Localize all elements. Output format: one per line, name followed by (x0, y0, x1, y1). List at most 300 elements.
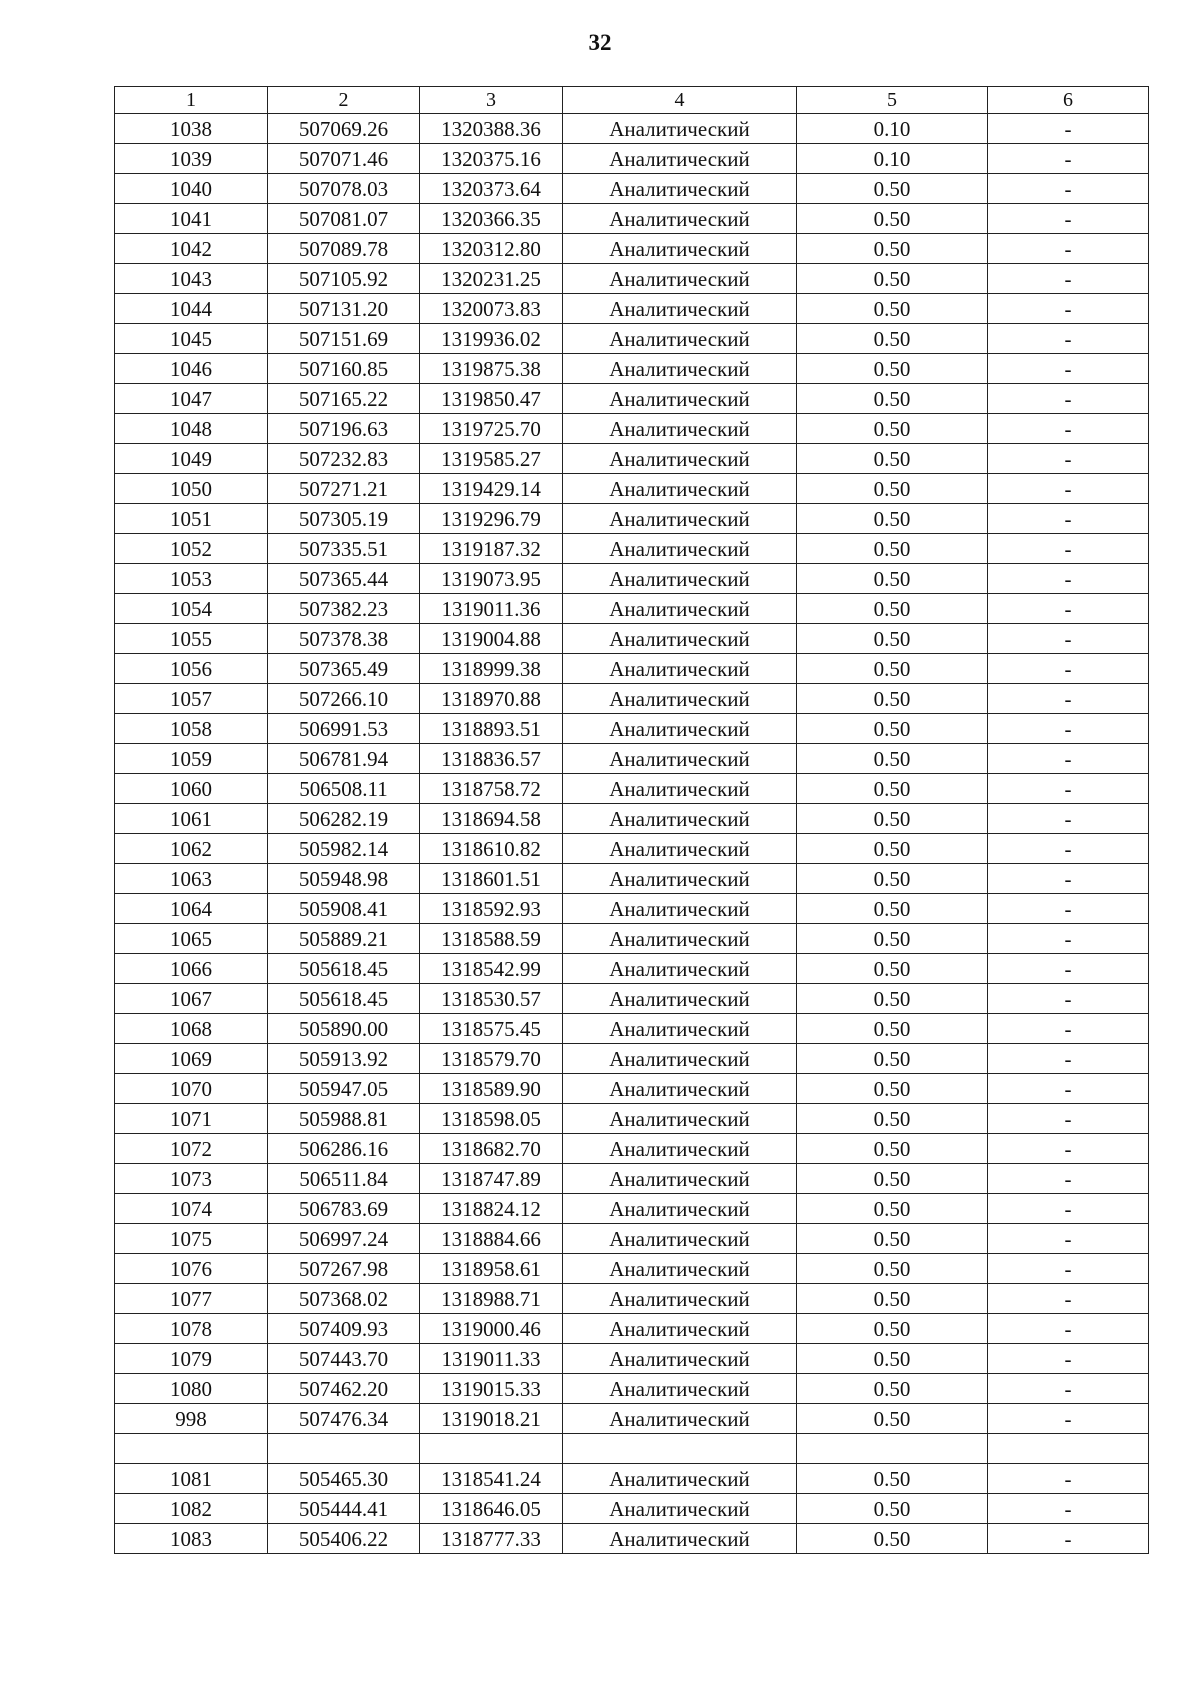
table-row (115, 594, 1149, 624)
point-number-cell: 1047 (115, 384, 268, 414)
accuracy-cell: 0.50 (797, 594, 988, 624)
x-coordinate-cell: 505406.22 (268, 1524, 420, 1554)
note-cell: - (988, 924, 1149, 954)
note-cell: - (988, 834, 1149, 864)
note-cell: - (988, 534, 1149, 564)
x-coordinate-cell: 505908.41 (268, 894, 420, 924)
method-cell: Аналитический (563, 564, 797, 594)
accuracy-cell: 0.50 (797, 804, 988, 834)
note-cell: - (988, 324, 1149, 354)
note-cell: - (988, 684, 1149, 714)
accuracy-cell: 0.50 (797, 984, 988, 1014)
method-cell: Аналитический (563, 414, 797, 444)
x-coordinate-cell: 507365.44 (268, 564, 420, 594)
x-coordinate-cell: 507165.22 (268, 384, 420, 414)
point-number-cell: 1063 (115, 864, 268, 894)
accuracy-cell: 0.50 (797, 924, 988, 954)
note-cell: - (988, 954, 1149, 984)
method-cell: Аналитический (563, 1374, 797, 1404)
y-coordinate-cell: 1320366.35 (420, 204, 563, 234)
note-cell: - (988, 564, 1149, 594)
y-coordinate-cell: 1320373.64 (420, 174, 563, 204)
accuracy-cell: 0.50 (797, 744, 988, 774)
point-number-cell: 1061 (115, 804, 268, 834)
x-coordinate-cell: 506511.84 (268, 1164, 420, 1194)
accuracy-cell: 0.50 (797, 414, 988, 444)
x-coordinate-cell: 507071.46 (268, 144, 420, 174)
column-header: 5 (797, 87, 988, 114)
point-number-cell: 1049 (115, 444, 268, 474)
accuracy-cell: 0.50 (797, 1044, 988, 1074)
y-coordinate-cell: 1320073.83 (420, 294, 563, 324)
x-coordinate-cell: 505890.00 (268, 1014, 420, 1044)
y-coordinate-cell: 1318601.51 (420, 864, 563, 894)
point-number-cell: 1068 (115, 1014, 268, 1044)
x-coordinate-cell: 505618.45 (268, 954, 420, 984)
x-coordinate-cell: 506997.24 (268, 1224, 420, 1254)
point-number-cell (115, 1434, 268, 1464)
x-coordinate-cell: 507196.63 (268, 414, 420, 444)
point-number-cell: 1050 (115, 474, 268, 504)
method-cell: Аналитический (563, 324, 797, 354)
point-number-cell: 1053 (115, 564, 268, 594)
note-cell: - (988, 1164, 1149, 1194)
method-cell: Аналитический (563, 204, 797, 234)
x-coordinate-cell: 507160.85 (268, 354, 420, 384)
method-cell: Аналитический (563, 1164, 797, 1194)
method-cell: Аналитический (563, 1284, 797, 1314)
table-row (115, 1494, 1149, 1524)
x-coordinate-cell: 505444.41 (268, 1494, 420, 1524)
accuracy-cell: 0.50 (797, 444, 988, 474)
table-row (115, 504, 1149, 534)
point-number-cell: 1078 (115, 1314, 268, 1344)
point-number-cell: 1082 (115, 1494, 268, 1524)
note-cell: - (988, 384, 1149, 414)
column-header: 4 (563, 87, 797, 114)
point-number-cell: 1051 (115, 504, 268, 534)
x-coordinate-cell: 507089.78 (268, 234, 420, 264)
method-cell: Аналитический (563, 834, 797, 864)
method-cell: Аналитический (563, 114, 797, 144)
accuracy-cell: 0.10 (797, 144, 988, 174)
y-coordinate-cell: 1318884.66 (420, 1224, 563, 1254)
method-cell: Аналитический (563, 804, 797, 834)
y-coordinate-cell: 1318682.70 (420, 1134, 563, 1164)
y-coordinate-cell: 1318579.70 (420, 1044, 563, 1074)
accuracy-cell: 0.50 (797, 1254, 988, 1284)
method-cell: Аналитический (563, 1014, 797, 1044)
y-coordinate-cell: 1319187.32 (420, 534, 563, 564)
table-row (115, 744, 1149, 774)
note-cell: - (988, 1314, 1149, 1344)
x-coordinate-cell: 507443.70 (268, 1344, 420, 1374)
method-cell: Аналитический (563, 264, 797, 294)
accuracy-cell: 0.50 (797, 534, 988, 564)
y-coordinate-cell: 1318575.45 (420, 1014, 563, 1044)
table-row (115, 1074, 1149, 1104)
x-coordinate-cell: 507462.20 (268, 1374, 420, 1404)
table-row (115, 1374, 1149, 1404)
table-row (115, 414, 1149, 444)
method-cell: Аналитический (563, 954, 797, 984)
accuracy-cell: 0.50 (797, 834, 988, 864)
accuracy-cell: 0.50 (797, 894, 988, 924)
table-row (115, 564, 1149, 594)
accuracy-cell: 0.50 (797, 384, 988, 414)
method-cell: Аналитический (563, 474, 797, 504)
y-coordinate-cell: 1318824.12 (420, 1194, 563, 1224)
accuracy-cell: 0.50 (797, 474, 988, 504)
table-row (115, 384, 1149, 414)
x-coordinate-cell: 506282.19 (268, 804, 420, 834)
point-number-cell: 1073 (115, 1164, 268, 1194)
point-number-cell: 1075 (115, 1224, 268, 1254)
point-number-cell: 1043 (115, 264, 268, 294)
method-cell: Аналитический (563, 1044, 797, 1074)
method-cell: Аналитический (563, 864, 797, 894)
point-number-cell: 1064 (115, 894, 268, 924)
note-cell: - (988, 624, 1149, 654)
accuracy-cell: 0.50 (797, 324, 988, 354)
note-cell: - (988, 444, 1149, 474)
x-coordinate-cell: 507476.34 (268, 1404, 420, 1434)
accuracy-cell (797, 1434, 988, 1464)
method-cell: Аналитический (563, 354, 797, 384)
point-number-cell: 1058 (115, 714, 268, 744)
table-row (115, 294, 1149, 324)
note-cell: - (988, 204, 1149, 234)
method-cell: Аналитический (563, 444, 797, 474)
y-coordinate-cell: 1318893.51 (420, 714, 563, 744)
table-row (115, 1314, 1149, 1344)
table-row (115, 834, 1149, 864)
note-cell: - (988, 294, 1149, 324)
accuracy-cell: 0.50 (797, 1284, 988, 1314)
point-number-cell: 1076 (115, 1254, 268, 1284)
note-cell: - (988, 1014, 1149, 1044)
table-row (115, 1194, 1149, 1224)
note-cell: - (988, 1524, 1149, 1554)
method-cell: Аналитический (563, 1494, 797, 1524)
x-coordinate-cell: 507365.49 (268, 654, 420, 684)
table-row (115, 1464, 1149, 1494)
x-coordinate-cell: 507335.51 (268, 534, 420, 564)
point-number-cell: 1044 (115, 294, 268, 324)
point-number-cell: 1056 (115, 654, 268, 684)
method-cell: Аналитический (563, 774, 797, 804)
point-number-cell: 1048 (115, 414, 268, 444)
method-cell: Аналитический (563, 654, 797, 684)
table-row (115, 234, 1149, 264)
y-coordinate-cell: 1319429.14 (420, 474, 563, 504)
point-number-cell: 1039 (115, 144, 268, 174)
table-row (115, 1164, 1149, 1194)
method-cell: Аналитический (563, 174, 797, 204)
y-coordinate-cell: 1318777.33 (420, 1524, 563, 1554)
x-coordinate-cell: 507105.92 (268, 264, 420, 294)
table-row (115, 1524, 1149, 1554)
table-row (115, 204, 1149, 234)
point-number-cell: 1081 (115, 1464, 268, 1494)
x-coordinate-cell: 507131.20 (268, 294, 420, 324)
note-cell: - (988, 804, 1149, 834)
column-header: 6 (988, 87, 1149, 114)
x-coordinate-cell: 507378.38 (268, 624, 420, 654)
method-cell: Аналитический (563, 1134, 797, 1164)
point-number-cell: 1083 (115, 1524, 268, 1554)
accuracy-cell: 0.50 (797, 1104, 988, 1134)
accuracy-cell: 0.50 (797, 234, 988, 264)
x-coordinate-cell: 505618.45 (268, 984, 420, 1014)
x-coordinate-cell: 505948.98 (268, 864, 420, 894)
x-coordinate-cell: 505947.05 (268, 1074, 420, 1104)
table-body (115, 87, 1149, 1554)
x-coordinate-cell: 507382.23 (268, 594, 420, 624)
y-coordinate-cell: 1318588.59 (420, 924, 563, 954)
method-cell: Аналитический (563, 1404, 797, 1434)
note-cell: - (988, 744, 1149, 774)
point-number-cell: 1077 (115, 1284, 268, 1314)
table-row (115, 954, 1149, 984)
accuracy-cell: 0.50 (797, 1374, 988, 1404)
method-cell: Аналитический (563, 1254, 797, 1284)
method-cell: Аналитический (563, 504, 797, 534)
method-cell: Аналитический (563, 234, 797, 264)
point-number-cell: 1072 (115, 1134, 268, 1164)
accuracy-cell: 0.50 (797, 294, 988, 324)
point-number-cell: 1057 (115, 684, 268, 714)
table-row (115, 1134, 1149, 1164)
y-coordinate-cell: 1319015.33 (420, 1374, 563, 1404)
note-cell: - (988, 1284, 1149, 1314)
table-row (115, 1284, 1149, 1314)
y-coordinate-cell: 1318694.58 (420, 804, 563, 834)
note-cell: - (988, 1404, 1149, 1434)
point-number-cell: 1038 (115, 114, 268, 144)
method-cell: Аналитический (563, 1194, 797, 1224)
point-number-cell: 1042 (115, 234, 268, 264)
point-number-cell: 1067 (115, 984, 268, 1014)
accuracy-cell: 0.50 (797, 624, 988, 654)
note-cell: - (988, 1464, 1149, 1494)
y-coordinate-cell: 1318988.71 (420, 1284, 563, 1314)
point-number-cell: 1066 (115, 954, 268, 984)
table-row (115, 714, 1149, 744)
accuracy-cell: 0.50 (797, 1194, 988, 1224)
note-cell: - (988, 474, 1149, 504)
note-cell: - (988, 414, 1149, 444)
accuracy-cell: 0.50 (797, 354, 988, 384)
x-coordinate-cell: 507305.19 (268, 504, 420, 534)
accuracy-cell: 0.50 (797, 774, 988, 804)
x-coordinate-cell: 507266.10 (268, 684, 420, 714)
method-cell (563, 1434, 797, 1464)
note-cell: - (988, 1044, 1149, 1074)
note-cell: - (988, 1494, 1149, 1524)
note-cell: - (988, 984, 1149, 1014)
x-coordinate-cell: 507232.83 (268, 444, 420, 474)
method-cell: Аналитический (563, 984, 797, 1014)
accuracy-cell: 0.50 (797, 174, 988, 204)
accuracy-cell: 0.50 (797, 1074, 988, 1104)
method-cell: Аналитический (563, 744, 797, 774)
note-cell: - (988, 174, 1149, 204)
note-cell: - (988, 114, 1149, 144)
y-coordinate-cell: 1319850.47 (420, 384, 563, 414)
method-cell: Аналитический (563, 894, 797, 924)
method-cell: Аналитический (563, 1224, 797, 1254)
table-row (115, 1344, 1149, 1374)
note-cell: - (988, 1104, 1149, 1134)
y-coordinate-cell: 1319936.02 (420, 324, 563, 354)
point-number-cell: 1080 (115, 1374, 268, 1404)
table-row (115, 474, 1149, 504)
y-coordinate-cell: 1318542.99 (420, 954, 563, 984)
point-number-cell: 1074 (115, 1194, 268, 1224)
method-cell: Аналитический (563, 1464, 797, 1494)
accuracy-cell: 0.50 (797, 714, 988, 744)
table-row (115, 1104, 1149, 1134)
y-coordinate-cell: 1318646.05 (420, 1494, 563, 1524)
y-coordinate-cell: 1319073.95 (420, 564, 563, 594)
table-row (115, 1224, 1149, 1254)
note-cell: - (988, 1254, 1149, 1284)
method-cell: Аналитический (563, 1344, 797, 1374)
page-number: 32 (588, 30, 612, 55)
note-cell: - (988, 1134, 1149, 1164)
point-number-cell: 1065 (115, 924, 268, 954)
y-coordinate-cell: 1319585.27 (420, 444, 563, 474)
point-number-cell: 1045 (115, 324, 268, 354)
accuracy-cell: 0.50 (797, 954, 988, 984)
y-coordinate-cell: 1320231.25 (420, 264, 563, 294)
y-coordinate-cell: 1320388.36 (420, 114, 563, 144)
column-header: 2 (268, 87, 420, 114)
note-cell: - (988, 354, 1149, 384)
accuracy-cell: 0.50 (797, 1164, 988, 1194)
table-row (115, 654, 1149, 684)
accuracy-cell: 0.50 (797, 1224, 988, 1254)
table-row (115, 684, 1149, 714)
y-coordinate-cell: 1319011.33 (420, 1344, 563, 1374)
table-header-row (115, 87, 1149, 114)
accuracy-cell: 0.50 (797, 1494, 988, 1524)
point-number-cell: 1041 (115, 204, 268, 234)
note-cell: - (988, 1224, 1149, 1254)
note-cell: - (988, 1344, 1149, 1374)
table-row (115, 1044, 1149, 1074)
table-row (115, 534, 1149, 564)
x-coordinate-cell: 505982.14 (268, 834, 420, 864)
y-coordinate-cell: 1318747.89 (420, 1164, 563, 1194)
point-number-cell: 1069 (115, 1044, 268, 1074)
accuracy-cell: 0.50 (797, 504, 988, 534)
note-cell: - (988, 714, 1149, 744)
point-number-cell: 1052 (115, 534, 268, 564)
point-number-cell: 1079 (115, 1344, 268, 1374)
x-coordinate-cell: 507271.21 (268, 474, 420, 504)
x-coordinate-cell: 507078.03 (268, 174, 420, 204)
note-cell: - (988, 264, 1149, 294)
table-row (115, 864, 1149, 894)
y-coordinate-cell: 1318598.05 (420, 1104, 563, 1134)
method-cell: Аналитический (563, 384, 797, 414)
x-coordinate-cell: 506508.11 (268, 774, 420, 804)
x-coordinate-cell: 506781.94 (268, 744, 420, 774)
x-coordinate-cell (268, 1434, 420, 1464)
table-row (115, 774, 1149, 804)
x-coordinate-cell: 505988.81 (268, 1104, 420, 1134)
table-row (115, 114, 1149, 144)
point-number-cell: 1070 (115, 1074, 268, 1104)
x-coordinate-cell: 507267.98 (268, 1254, 420, 1284)
method-cell: Аналитический (563, 1524, 797, 1554)
table-row (115, 354, 1149, 384)
table-row (115, 1404, 1149, 1434)
note-cell: - (988, 1074, 1149, 1104)
method-cell: Аналитический (563, 714, 797, 744)
point-number-cell: 998 (115, 1404, 268, 1434)
table-row (115, 1254, 1149, 1284)
x-coordinate-cell: 507081.07 (268, 204, 420, 234)
point-number-cell: 1046 (115, 354, 268, 384)
accuracy-cell: 0.50 (797, 264, 988, 294)
y-coordinate-cell: 1319011.36 (420, 594, 563, 624)
y-coordinate-cell: 1319296.79 (420, 504, 563, 534)
y-coordinate-cell: 1319000.46 (420, 1314, 563, 1344)
x-coordinate-cell: 507368.02 (268, 1284, 420, 1314)
y-coordinate-cell: 1320375.16 (420, 144, 563, 174)
x-coordinate-cell: 506286.16 (268, 1134, 420, 1164)
table-row (115, 1014, 1149, 1044)
method-cell: Аналитический (563, 144, 797, 174)
table-row (115, 924, 1149, 954)
point-number-cell: 1062 (115, 834, 268, 864)
table-row (115, 804, 1149, 834)
method-cell: Аналитический (563, 1314, 797, 1344)
accuracy-cell: 0.50 (797, 684, 988, 714)
x-coordinate-cell: 505913.92 (268, 1044, 420, 1074)
y-coordinate-cell: 1318999.38 (420, 654, 563, 684)
column-header: 1 (115, 87, 268, 114)
table-row (115, 1434, 1149, 1464)
y-coordinate-cell: 1318592.93 (420, 894, 563, 924)
note-cell: - (988, 894, 1149, 924)
y-coordinate-cell: 1320312.80 (420, 234, 563, 264)
point-number-cell: 1059 (115, 744, 268, 774)
note-cell: - (988, 144, 1149, 174)
method-cell: Аналитический (563, 534, 797, 564)
table-row (115, 444, 1149, 474)
x-coordinate-cell: 507151.69 (268, 324, 420, 354)
y-coordinate-cell: 1318758.72 (420, 774, 563, 804)
accuracy-cell: 0.50 (797, 1524, 988, 1554)
y-coordinate-cell: 1319004.88 (420, 624, 563, 654)
table-row (115, 894, 1149, 924)
point-number-cell: 1060 (115, 774, 268, 804)
method-cell: Аналитический (563, 624, 797, 654)
y-coordinate-cell: 1319725.70 (420, 414, 563, 444)
note-cell: - (988, 654, 1149, 684)
y-coordinate-cell: 1318958.61 (420, 1254, 563, 1284)
accuracy-cell: 0.50 (797, 204, 988, 234)
y-coordinate-cell: 1318530.57 (420, 984, 563, 1014)
table-row (115, 984, 1149, 1014)
y-coordinate-cell: 1319875.38 (420, 354, 563, 384)
column-header: 3 (420, 87, 563, 114)
table-row (115, 144, 1149, 174)
